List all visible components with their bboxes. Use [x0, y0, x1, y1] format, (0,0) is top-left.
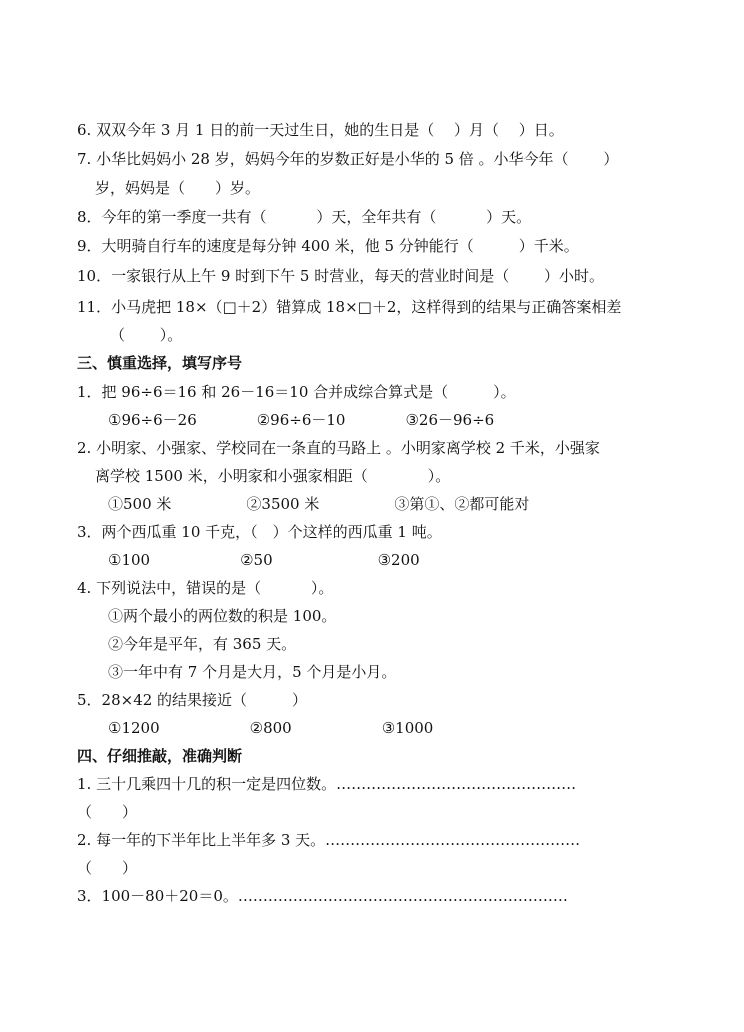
s3-q4: 4. 下列说法中，错误的是（ ）。: [77, 579, 334, 597]
s4-q2: 2. 每一年的下半年比上半年多 3 天。……………………………………………: [77, 831, 581, 849]
s4-q3: 3．100－80＋20＝0。…………………………………………………………: [77, 887, 568, 905]
s3-q3-options: ①100 ②50 ③200: [108, 551, 420, 569]
q9: 9．大明骑自行车的速度是每分钟 400 米，他 5 分钟能行（ ）千米。: [77, 237, 579, 255]
s3-q1: 1．把 96÷6＝16 和 26－16＝10 合并成综合算式是（ ）。: [77, 383, 516, 401]
s3-q1-options: ①96÷6－26 ②96÷6－10 ③26－96÷6: [108, 411, 495, 429]
s3-q4-option-2: ②今年是平年，有 365 天。: [108, 635, 297, 653]
q10: 10．一家银行从上午 9 时到下午 5 时营业，每天的营业时间是（ ）小时。: [77, 267, 605, 285]
s4-q1-answer: （ ）: [77, 803, 138, 821]
q6: 6. 双双今年 3 月 1 日的前一天过生日，她的生日是（ ）月（ ）日。: [77, 121, 564, 139]
q11: 11．小马虎把 18×（□＋2）错算成 18×□＋2，这样得到的结果与正确答案相差: [77, 298, 622, 316]
s3-q2: 2. 小明家、小强家、学校同在一条直的马路上 。小明家离学校 2 千米，小强家: [77, 439, 600, 457]
s3-q2-cont: 离学校 1500 米，小明家和小强家相距（ ）。: [95, 467, 451, 485]
section-3-title: 三、慎重选择，填写序号: [77, 354, 243, 372]
s4-q2-answer: （ ）: [77, 859, 138, 877]
q11-cont: （ ）。: [110, 326, 183, 344]
s3-q4-option-1: ①两个最小的两位数的积是 100。: [108, 607, 337, 625]
s3-q2-options: ①500 米 ②3500 米 ③第①、②都可能对: [108, 495, 530, 513]
q8: 8．今年的第一季度一共有（ ）天，全年共有（ ）天。: [77, 208, 532, 226]
section-4-title: 四、仔细推敲，准确判断: [77, 747, 243, 765]
q7: 7. 小华比妈妈小 28 岁，妈妈今年的岁数正好是小华的 5 倍 。小华今年（ ）: [77, 150, 619, 168]
s3-q5: 5．28×42 的结果接近（ ）: [77, 691, 308, 709]
s3-q5-options: ①1200 ②800 ③1000: [108, 719, 434, 737]
s3-q3: 3．两个西瓜重 10 千克，（ ）个这样的西瓜重 1 吨。: [77, 523, 442, 541]
q7-cont: 岁，妈妈是（ ）岁。: [95, 179, 261, 197]
s3-q4-option-3: ③一年中有 7 个月是大月，5 个月是小月。: [108, 663, 397, 681]
s4-q1: 1. 三十几乘四十几的积一定是四位数。…………………………………………: [77, 775, 577, 793]
